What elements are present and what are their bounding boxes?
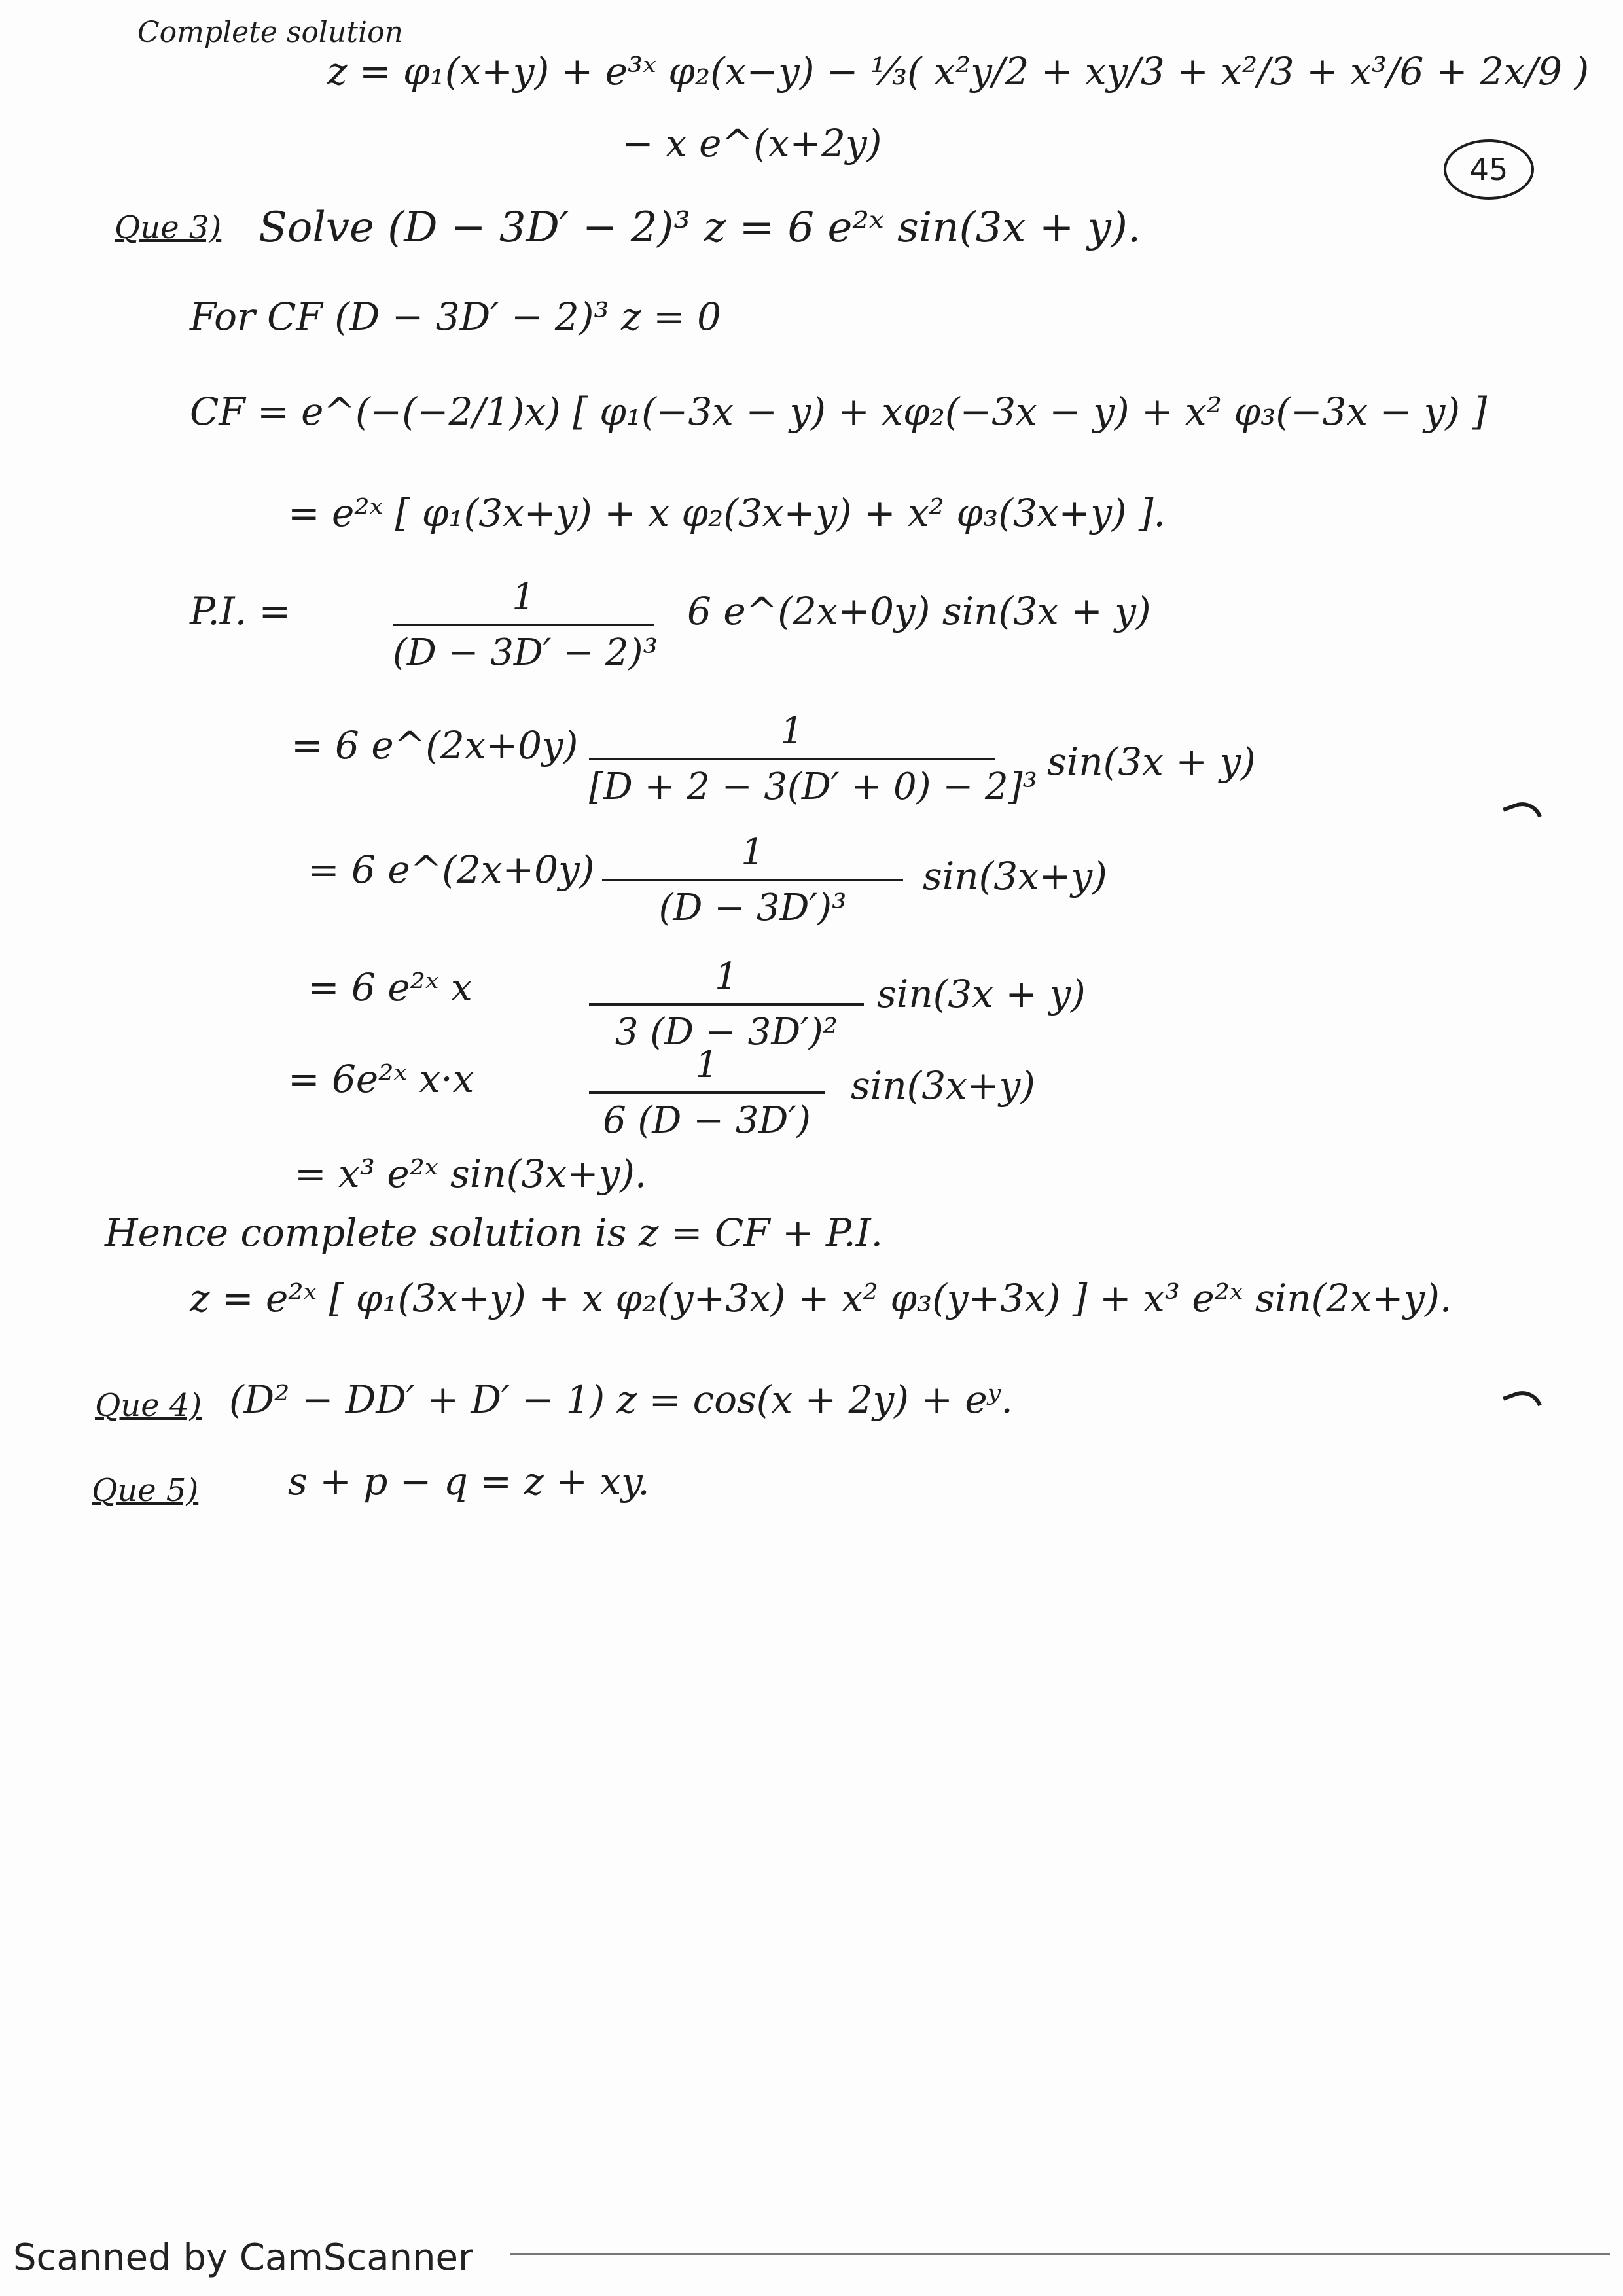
prev-solution-line1: z = φ₁(x+y) + e³ˣ φ₂(x−y) − ⅓( x²y/2 + xy/3 + x²/3 + x³/6 + 2x/9 )	[327, 49, 1590, 94]
prev-heading: Complete solution	[137, 16, 403, 49]
cf-line-1: CF = e^(−(−2/1)x) [ φ₁(−3x − y) + xφ₂(−3x − y) + x² φ₃(−3x − y) ]	[190, 389, 1488, 434]
step-1-fraction	[589, 710, 1037, 808]
step-4-rest: sin(3x+y)	[851, 1063, 1035, 1108]
step-4-numerator: 1	[695, 1044, 719, 1086]
question-5-label: Que 5)	[92, 1472, 199, 1509]
question-3-label: Que 3)	[115, 209, 222, 246]
question-3-statement: Solve (D − 3D′ − 2)³ z = 6 e²ˣ sin(3x + y).	[259, 203, 1141, 252]
fraction-bar	[589, 1091, 825, 1094]
step-4-lead: = 6e²ˣ x·x	[288, 1057, 474, 1101]
step-3-lead: = 6 e²ˣ x	[308, 965, 473, 1010]
step-4-denominator: 6 (D − 3D′)	[603, 1099, 811, 1142]
final-solution: z = e²ˣ [ φ₁(3x+y) + x φ₂(y+3x) + x² φ₃(y+3x) ] + x³ e²ˣ sin(2x+y).	[190, 1276, 1452, 1320]
question-4-label: Que 4)	[95, 1387, 202, 1424]
fraction-bar	[393, 624, 654, 626]
check-mark-icon	[1503, 1385, 1542, 1417]
pi-fraction	[393, 576, 658, 674]
step-4-fraction	[589, 1044, 825, 1142]
step-3-fraction	[589, 955, 864, 1053]
step-3-denominator: 3 (D − 3D′)²	[615, 1011, 838, 1053]
prev-solution-line2: − x e^(x+2y)	[622, 121, 882, 166]
question-5-statement: s + p − q = z + xy.	[288, 1459, 650, 1504]
step-2-denominator: (D − 3D′)³	[658, 887, 847, 929]
step-1-denominator: [D + 2 − 3(D′ + 0) − 2]³	[589, 766, 1037, 808]
pi-denominator: (D − 3D′ − 2)³	[393, 631, 658, 674]
page-number-badge: 45	[1444, 139, 1534, 200]
fraction-bar	[589, 1003, 864, 1006]
fraction-bar	[589, 758, 995, 760]
step-2-numerator: 1	[741, 831, 764, 874]
pi-numerator: 1	[512, 576, 535, 618]
step-2-rest: sin(3x+y)	[923, 854, 1107, 898]
step-3-numerator: 1	[715, 955, 738, 998]
footer-divider	[510, 2253, 1610, 2255]
step-2-lead: = 6 e^(2x+0y)	[308, 847, 595, 892]
step-1-rest: sin(3x + y)	[1047, 739, 1256, 784]
cf-intro: For CF (D − 3D′ − 2)³ z = 0	[190, 294, 721, 339]
step-1-numerator: 1	[780, 710, 804, 752]
step-5: = x³ e²ˣ sin(3x+y).	[294, 1152, 647, 1196]
fraction-bar	[602, 879, 903, 881]
pi-rest: 6 e^(2x+0y) sin(3x + y)	[687, 589, 1151, 633]
step-1-lead: = 6 e^(2x+0y)	[291, 723, 579, 768]
hence-statement: Hence complete solution is z = CF + P.I.	[105, 1210, 883, 1255]
question-4-statement: (D² − DD′ + D′ − 1) z = cos(x + 2y) + eʸ.	[229, 1377, 1013, 1422]
pi-label: P.I. =	[190, 589, 291, 633]
step-3-rest: sin(3x + y)	[877, 972, 1086, 1016]
cf-line-2: = e²ˣ [ φ₁(3x+y) + x φ₂(3x+y) + x² φ₃(3x+y) ].	[288, 491, 1166, 535]
scanner-watermark: Scanned by CamScanner	[13, 2236, 474, 2279]
step-2-fraction	[602, 831, 903, 929]
check-mark-icon	[1503, 796, 1542, 828]
